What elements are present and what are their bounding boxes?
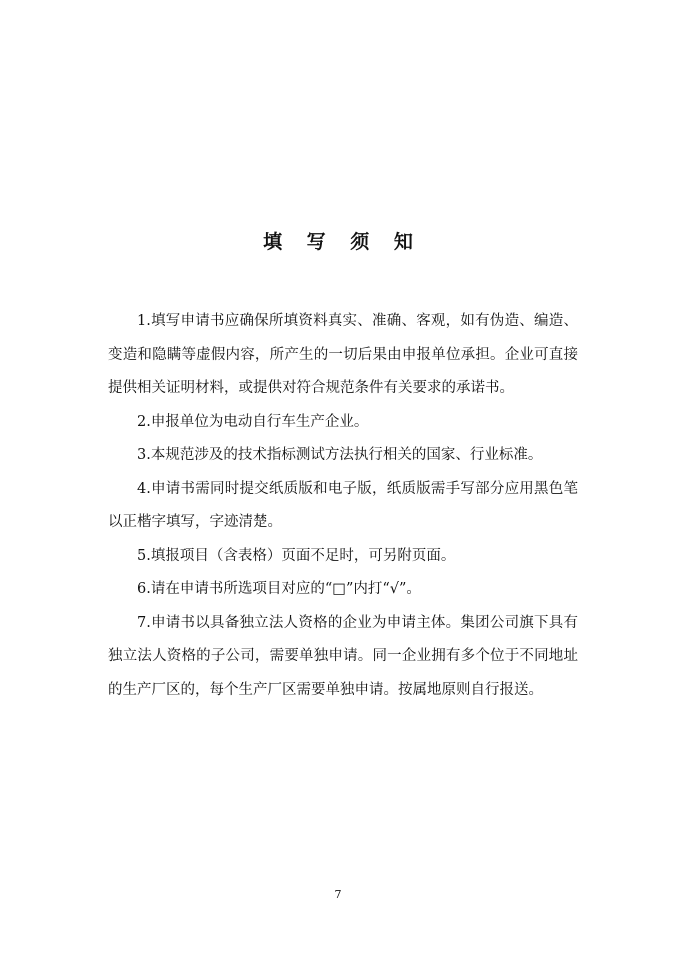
instruction-paragraph-1: 1.填写申请书应确保所填资料真实、准确、客观，如有伪造、编造、变造和隐瞒等虚假内容，所产生的一切后果由申报单位承担。企业可直接提供相关证明材料，或提供对符合规范条件有关要求的承诺书。: [108, 313, 578, 396]
instruction-paragraph-2: 2.申报单位为电动自行车生产企业。: [137, 413, 369, 430]
page-title: 填 写 须 知: [263, 231, 422, 253]
instruction-paragraph-6: 6.请在申请书所选项目对应的“□”内打“√”。: [137, 581, 421, 597]
instruction-paragraph-5: 5.填报项目（含表格）页面不足时，可另附页面。: [137, 547, 456, 564]
instructions-body: [108, 305, 578, 707]
instruction-paragraph-4: 4.申请书需同时提交纸质版和电子版，纸质版需手写部分应用黑色笔以正楷字填写，字迹清楚。: [108, 480, 578, 530]
instruction-paragraph-7: 7.申请书以具备独立法人资格的企业为申请主体。集团公司旗下具有独立法人资格的子公司，需要单独申请。同一企业拥有多个位于不同地址的生产厂区的，每个生产厂区需要单独申请。按属地原则自行报送。: [108, 614, 578, 698]
instruction-paragraph-3: 3.本规范涉及的技术指标测试方法执行相关的国家、行业标准。: [137, 447, 543, 463]
page-number: 7: [334, 888, 342, 901]
